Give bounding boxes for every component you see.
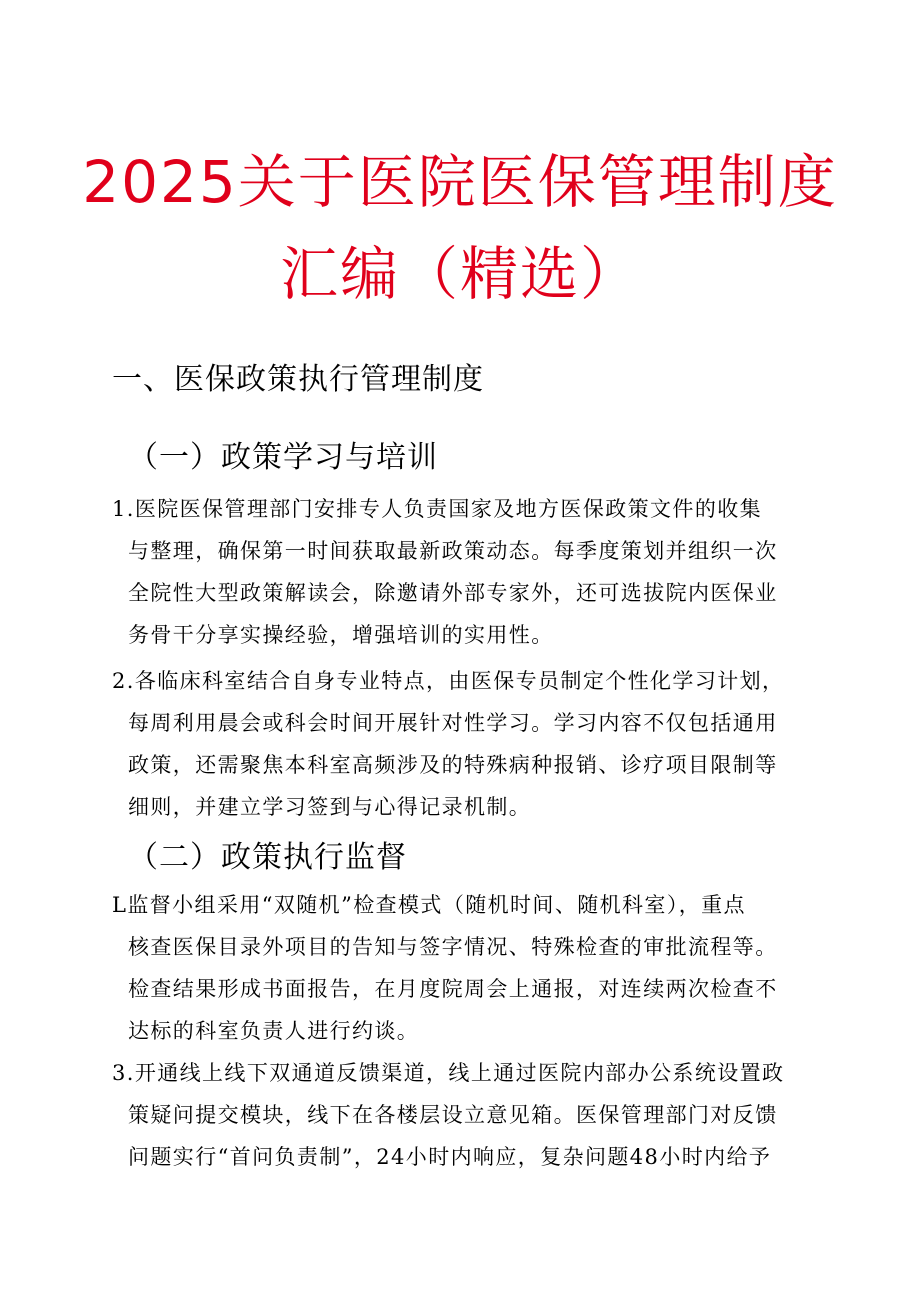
paragraph-4 [112, 1052, 812, 1178]
document-title-line-2: 汇编（精选） [279, 240, 640, 308]
text-line: 政策，还需聚焦本科室高频涉及的特殊病种报销、诊疗项目限制等 [128, 753, 778, 777]
text-line: 2.各临床科室结合自身专业特点，由医保专员制定个性化学习计划， [112, 669, 785, 693]
text-line: 1.医院医保管理部门安排专人负责国家及地方医保政策文件的收集 [112, 497, 763, 521]
subsection-heading-1: （一）政策学习与培训 [128, 440, 438, 475]
section-heading: 一、医保政策执行管理制度 [112, 362, 484, 397]
text-line: 检查结果形成书面报告，在月度院周会上通报，对连续两次检查不 [128, 977, 778, 1001]
text-line: 核查医保目录外项目的告知与签字情况、特殊检查的审批流程等。 [128, 935, 778, 959]
paragraph-3 [112, 884, 812, 1052]
paragraph-1 [112, 488, 812, 656]
text-line: 策疑问提交模块，线下在各楼层设立意见箱。医保管理部门对反馈 [128, 1103, 778, 1127]
subsection-heading-2: （二）政策执行监督 [128, 840, 407, 875]
text-line: 每周利用晨会或科会时间开展针对性学习。学习内容不仅包括通用 [128, 711, 778, 735]
text-line: 问题实行“首问负责制”，24小时内响应，复杂问题48小时内给予 [128, 1145, 772, 1169]
text-line: 全院性大型政策解读会，除邀请外部专家外，还可选拔院内医保业 [128, 581, 778, 605]
paragraph-2 [112, 660, 812, 828]
text-line: 3.开通线上线下双通道反馈渠道，线上通过医院内部办公系统设置政 [112, 1061, 785, 1085]
document-title-line-1: 2025关于医院医保管理制度 [82, 148, 838, 216]
text-line: 与整理，确保第一时间获取最新政策动态。每季度策划并组织一次 [128, 539, 778, 563]
text-line: 细则，并建立学习签到与心得记录机制。 [128, 795, 532, 819]
text-line: 达标的科室负责人进行约谈。 [128, 1019, 420, 1043]
text-line: 务骨干分享实操经验，增强培训的实用性。 [128, 623, 554, 647]
text-line: L监督小组采用“双随机”检查模式（随机时间、随机科室），重点 [112, 893, 746, 917]
